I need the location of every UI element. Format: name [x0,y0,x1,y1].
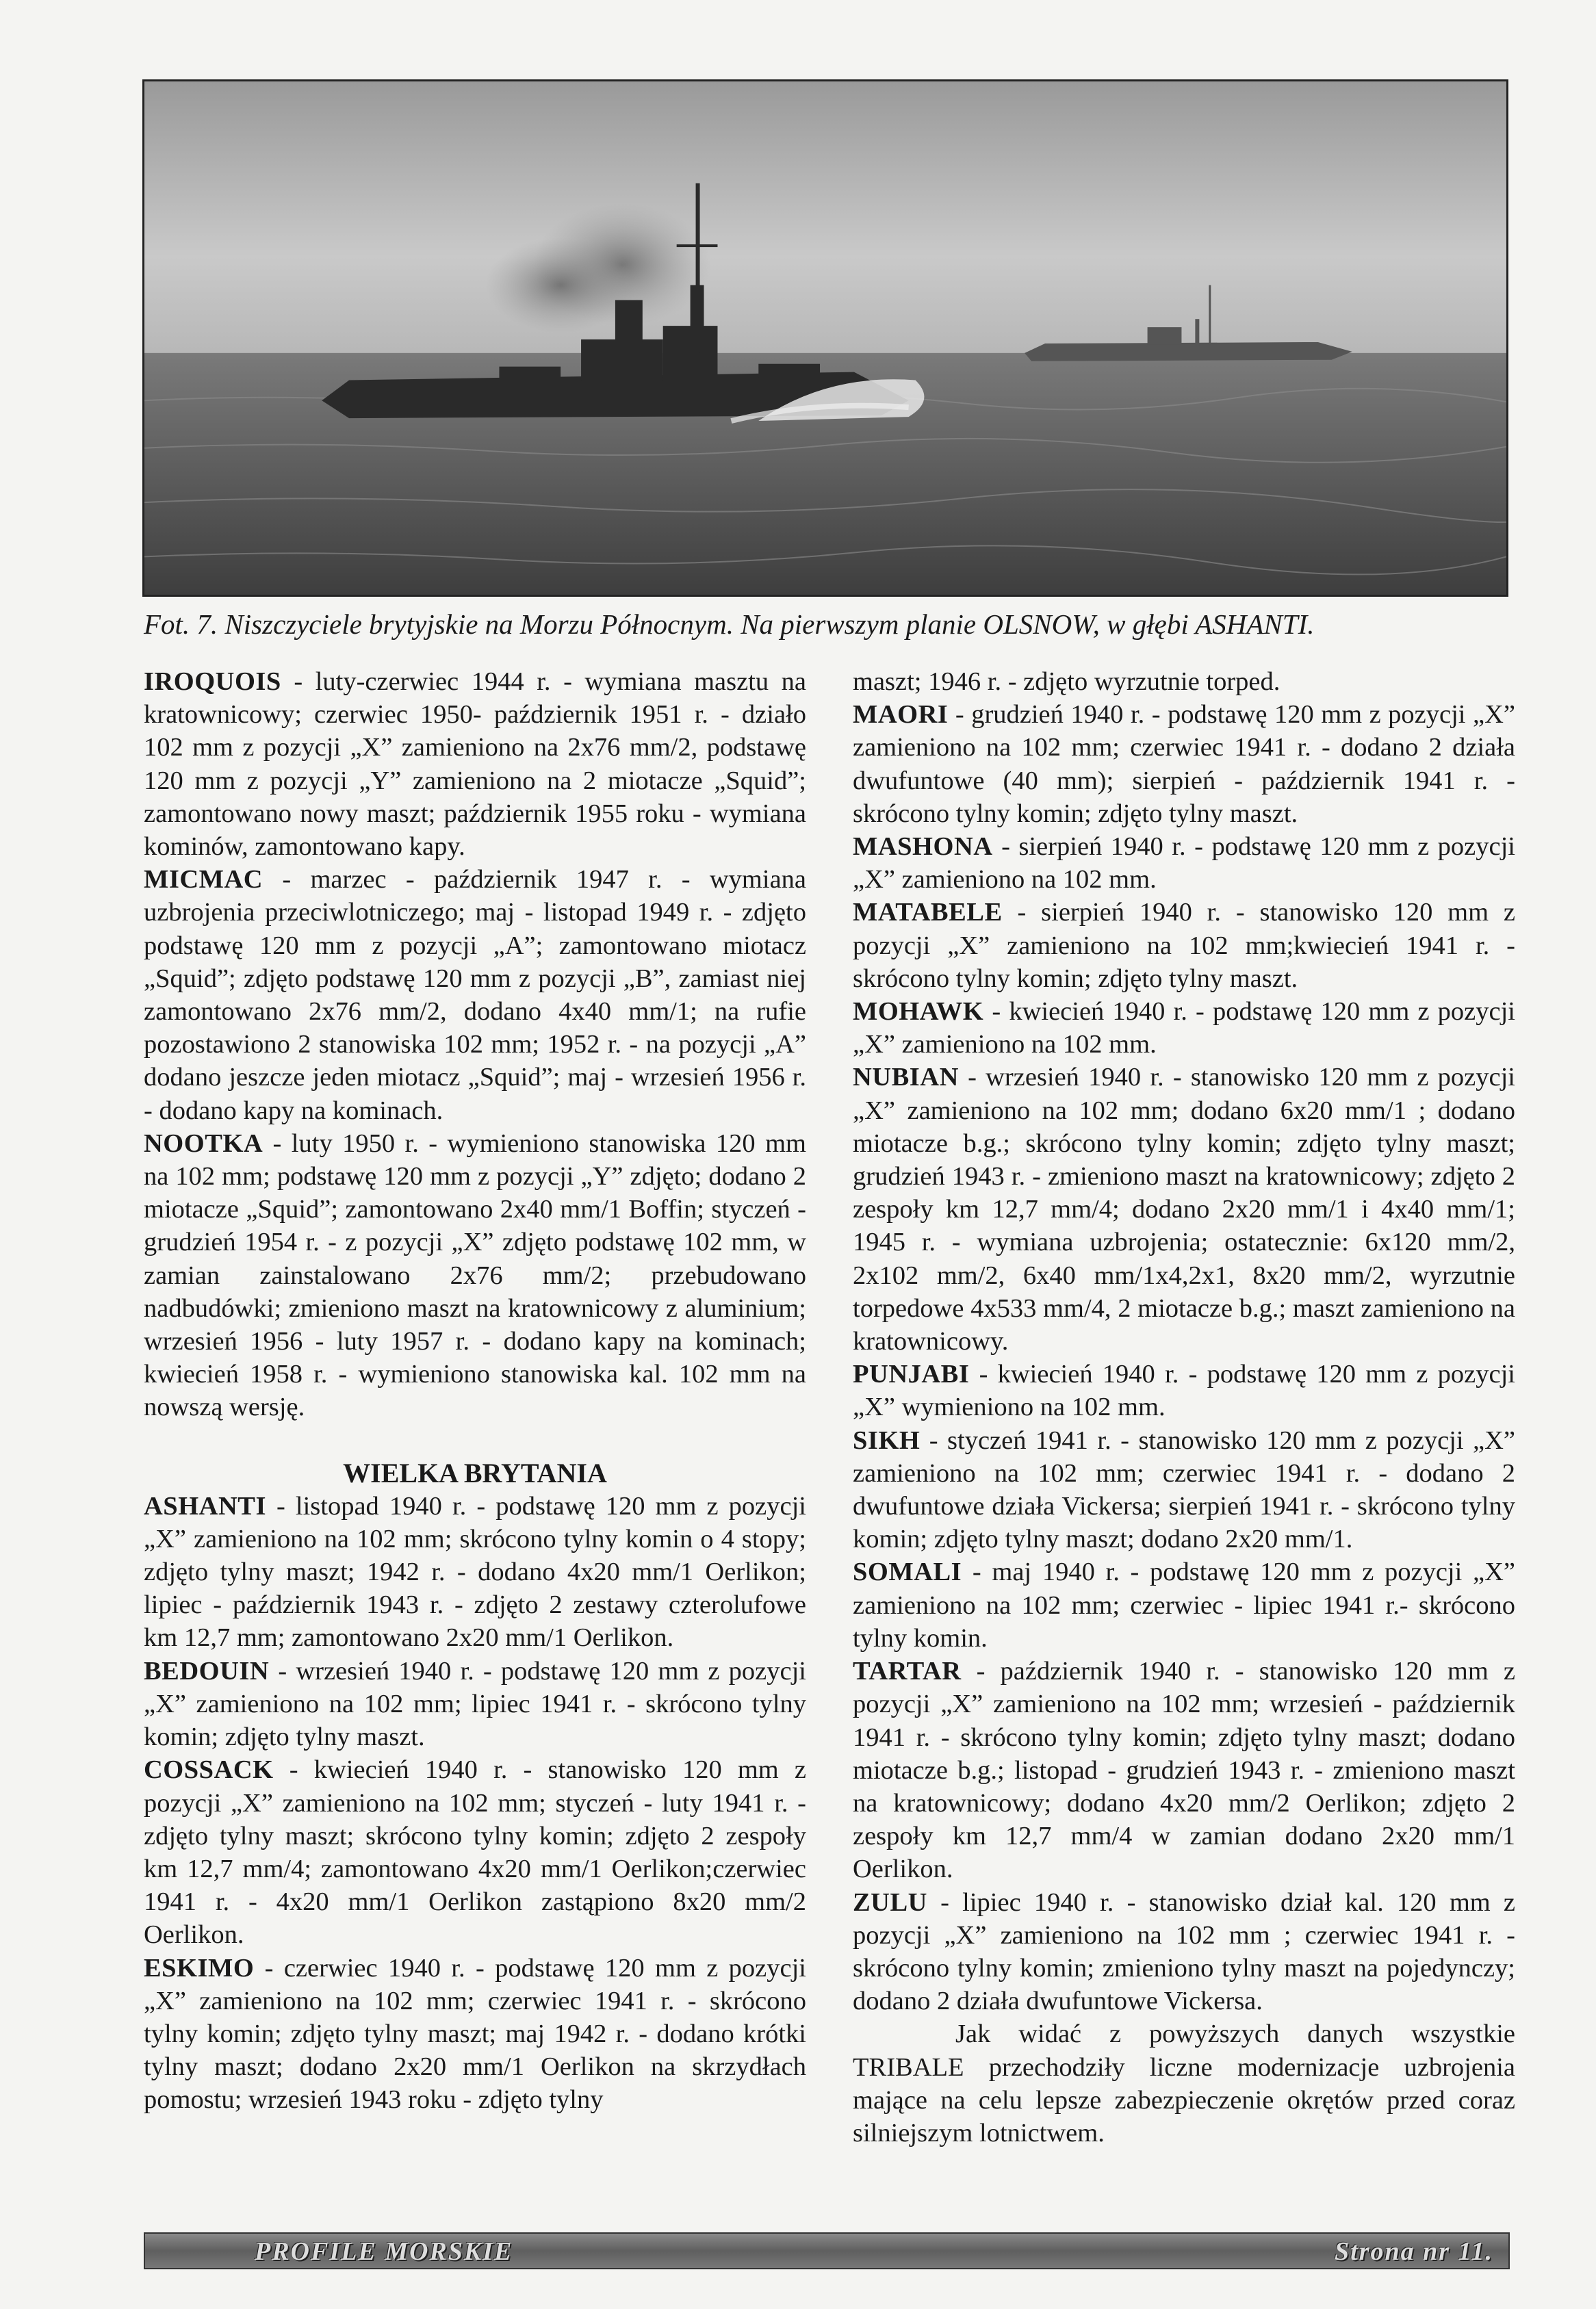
entry-text: - marzec - październik 1947 r. - wymiana uzbrojenia przeciwlotniczego; maj - listopad 1949 r. - zdjęto podstawę 120 mm z pozycji „A”; zamontowano miotacz „Squid”; zdjęto podstawę 120 mm z pozycji „B”, zamiast niej zamontowano 2x76 mm/2, dodano 4x40 mm/1; na rufie pozostawiono 2 stanowiska 102 mm; 1952 r. - na pozycji „A” dodano jeszcze jeden miotacz „Squid”; maj - wrzesień 1956 r. - dodano kapy na kominach. [144,865,806,1125]
right-column [853,665,1515,2150]
warship-photo [142,79,1508,597]
entry-text: - luty 1950 r. - wymieniono stanowiska 120 mm na 102 mm; podstawę 120 mm z pozycji „Y” zdjęto; dodano 2 miotacze „Squid”; zamontowano 2x40 mm/1 Boffin; styczeń - grudzień 1954 r. - z pozycji „X” zdjęto podstawę 102 mm, w zamian zainstalowano 2x76 mm/2; przebudowano nadbudówki; zmieniono maszt na kratownicowy z aluminium; wrzesień 1956 - luty 1957 r. - dodano kapy na kominach; kwiecień 1958 r. - wymieniono stanowiska kal. 102 mm na nowszą wersję. [144,1128,806,1422]
photo-caption: Fot. 7. Niszczyciele brytyjskie na Morzu Północnym. Na pierwszym planie OLSNOW, w głębi ASHANTI. [144,608,1315,640]
entry-punjabi [853,1358,1515,1423]
entry-text: - maj 1940 r. - podstawę 120 mm z pozycji „X” zamieniono na 102 mm; czerwiec - lipiec 1941 r.- skrócono tylny komin. [853,1558,1515,1653]
entry-text: - lipiec 1940 r. - stanowisko dział kal. 120 mm z pozycji „X” zamieniono na 102 mm ; czerwiec 1941 r. - skrócono tylny komin; zmieniono tylny maszt na pojedynczy; dodano 2 działa dwufuntowe Vickersa. [853,1887,1515,2016]
left-column [144,665,806,2117]
ship-name: ASHANTI [144,1491,266,1521]
section-heading: WIELKA BRYTANIA [343,1457,607,1488]
entry-nubian [853,1061,1515,1358]
ship-name: IROQUOIS [144,667,281,696]
ship-name: SOMALI [853,1558,962,1587]
entry-ashanti [144,1490,806,1655]
entry-cossack [144,1753,806,1951]
ship-name: NUBIAN [853,1063,959,1092]
entry-micmac [144,863,806,1127]
entry-zulu [853,1886,1515,2018]
entry-iroquois [144,665,806,863]
entry-text: - wrzesień 1940 r. - stanowisko 120 mm z pozycji „X” zamieniono na 102 mm; dodano 6x20 mm/1 ; dodano miotacze b.g.; skrócono tylny komin; zdjęto tylny maszt; grudzień 1943 r. - zmieniono maszt na kratownicowy; zdjęto 2 zespoły km 12,7 mm/4; dodano 2x20 mm/1 i 4x40 mm/1; 1945 r. - wymiana uzbrojenia; ostatecznie: 6x120 mm/2, 2x102 mm/2, 6x40 mm/1x4,2x1, 8x20 mm/2, wyrzutnie torpedowe 4x533 mm/4, 2 miotacze b.g.; maszt zamieniono na kratownicowy. [853,1063,1515,1356]
entry-tartar [853,1655,1515,1885]
entry-matabele [853,896,1515,995]
ship-name: MAORI [853,700,949,730]
magazine-title: PROFILE MORSKIE [255,2237,513,2266]
ship-name: ESKIMO [144,1953,255,1983]
entry-bedouin [144,1655,806,1754]
entry-text: - kwiecień 1940 r. - stanowisko 120 mm z pozycji „X” zamieniono na 102 mm; styczeń - luty 1941 r. - zdjęto tylny maszt; skrócono tylny komin; zdjęto 2 zespoły km 12,7 mm/4; zamontowano 4x20 mm/1 Oerlikon;czerwiec 1941 r. - 4x20 mm/1 Oerlikon zastąpiono 8x20 mm/2 Oerlikon. [144,1755,806,1950]
entry-text: - wrzesień 1940 r. - podstawę 120 mm z pozycji „X” zamieniono na 102 mm; lipiec 1941 r. - skrócono tylny komin; zdjęto tylny maszt. [144,1656,806,1752]
entry-text: - luty-czerwiec 1944 r. - wymiana masztu na kratownicowy; czerwiec 1950- październik 1951 r. - działo 102 mm z pozycji „X” zamieniono na 2x76 mm/2, podstawę 120 mm z pozycji „Y” zamieniono na 2 miotacze „Squid”; zamontowano nowy maszt; październik 1955 roku - wymiana kominów, zamontowano kapy. [144,667,806,862]
ship-name: COSSACK [144,1755,274,1785]
entry-eskimo [144,1952,806,2117]
entry-text: - kwiecień 1940 r. - podstawę 120 mm z pozycji „X” zamieniono na 102 mm. [853,997,1515,1059]
ship-name: MICMAC [144,865,263,894]
entry-text: - grudzień 1940 r. - podstawę 120 mm z pozycji „X” zamieniono na 102 mm; czerwiec 1941 r. - dodano 2 działa dwufuntowe (40 mm); sierpień - październik 1941 r. - skrócono tylny komin; zdjęto tylny maszt. [853,700,1515,828]
ship-name: BEDOUIN [144,1656,270,1686]
page-number: Strona nr 11. [1335,2237,1493,2266]
conclusion-paragraph: Jak widać z powyższych danych wszystkie TRIBALE przechodziły liczne modernizacje uzbrojenia mające na celu lepsze zabezpieczenie okrętów przed coraz silniejszym lotnictwem. [853,2020,1515,2147]
ship-name: ZULU [853,1887,927,1917]
entry-somali [853,1556,1515,1655]
ship-name: MOHAWK [853,997,984,1027]
ship-name: TARTAR [853,1657,962,1686]
ship-name: MATABELE [853,898,1003,927]
entry-text: - styczeń 1941 r. - stanowisko 120 mm z pozycji „X” zamieniono na 102 mm; czerwiec 1941 r. - dodano 2 dwufuntowe działa Vickersa; sierpień 1941 r. - skrócono tylny komin; zdjęto tylny maszt; dodano 2x20 mm/1. [853,1426,1515,1554]
ship-name: MASHONA [853,832,993,862]
ship-name: PUNJABI [853,1360,970,1389]
entry-maori [853,698,1515,830]
entry-nootka [144,1127,806,1424]
entry-continuation: maszt; 1946 r. - zdjęto wyrzutnie torped. [853,667,1280,696]
entry-sikh [853,1424,1515,1556]
warship-photo-icon [144,81,1506,595]
entry-text: - czerwiec 1940 r. - podstawę 120 mm z pozycji „X” zamieniono na 102 mm; czerwiec 1941 r. - skrócono tylny komin; zdjęto tylny maszt; maj 1942 r. - dodano krótki tylny maszt; dodano 2x20 mm/1 Oerlikon na skrzydłach pomostu; wrzesień 1943 roku - zdjęto tylny [144,1953,806,2115]
entry-text: - sierpień 1940 r. - stanowisko 120 mm z pozycji „X” zamieniono na 102 mm;kwiecień 1941 r. - skrócono tylny komin; zdjęto tylny maszt. [853,898,1515,993]
entry-mashona [853,830,1515,896]
entry-text: - kwiecień 1940 r. - podstawę 120 mm z pozycji „X” wymieniono na 102 mm. [853,1360,1515,1422]
ship-name: SIKH [853,1426,921,1455]
ship-name: NOOTKA [144,1128,263,1158]
entry-text: - październik 1940 r. - stanowisko 120 mm z pozycji „X” zamieniono na 102 mm; wrzesień - październik 1941 r. - skrócono tylny komin; zdjęto tylny maszt; dodano miotacze b.g.; listopad - grudzień 1943 r. - zmieniono maszt na kratownicowy; dodano 4x20 mm/2 Oerlikon; zdjęto 2 zespoły km 12,7 mm/4 w zamian dodano 2x20 mm/1 Oerlikon. [853,1657,1515,1884]
page-footer [144,2232,1510,2269]
entry-text: - sierpień 1940 r. - podstawę 120 mm z pozycji „X” zamieniono na 102 mm. [853,832,1515,894]
entry-text: - listopad 1940 r. - podstawę 120 mm z pozycji „X” zamieniono na 102 mm; skrócono tylny komin o 4 stopy; zdjęto tylny maszt; 1942 r. - dodano 4x20 mm/1 Oerlikon; lipiec - październik 1943 r. - zdjęto 2 zestawy czterolufowe km 12,7 mm; zamontowano 2x20 mm/1 Oerlikon. [144,1491,806,1653]
entry-mohawk [853,995,1515,1061]
